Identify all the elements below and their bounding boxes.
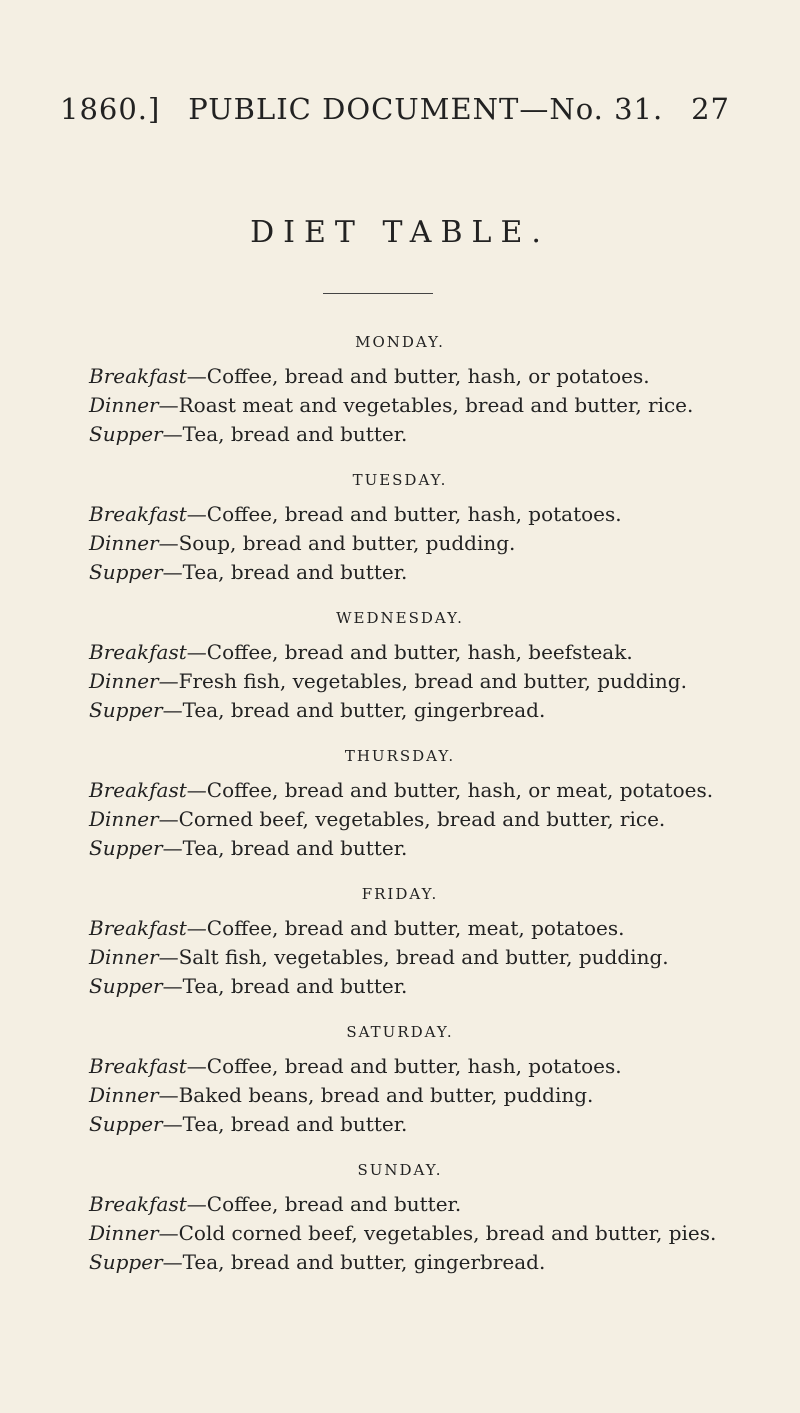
day-heading: TUESDAY. — [352, 471, 448, 489]
meal-line — [0, 420, 800, 449]
meal-line — [0, 558, 800, 587]
meal-text: —Baked beans, bread and butter, pudding. — [158, 1083, 594, 1107]
meal-text: —Tea, bread and butter. — [162, 974, 408, 998]
meal-text: —Fresh fish, vegetables, bread and butter, pudding. — [158, 669, 687, 693]
meal-line — [0, 529, 800, 558]
running-head — [60, 92, 730, 126]
meal-line — [0, 696, 800, 725]
meal-label: Supper — [89, 1112, 163, 1136]
day-section — [0, 470, 800, 587]
meal-label: Dinner — [89, 1083, 159, 1107]
meal-label: Breakfast — [89, 1192, 187, 1216]
day-section — [0, 332, 800, 449]
meal-text: —Soup, bread and butter, pudding. — [158, 531, 516, 555]
meal-line — [0, 1219, 800, 1248]
meal-line — [0, 362, 800, 391]
meal-line — [0, 943, 800, 972]
meal-text: —Corned beef, vegetables, bread and butter, rice. — [158, 807, 666, 831]
meal-line — [0, 667, 800, 696]
day-section — [0, 1022, 800, 1139]
meal-label: Supper — [89, 836, 163, 860]
day-heading: THURSDAY. — [344, 747, 456, 765]
meal-line — [0, 500, 800, 529]
meal-text: —Coffee, bread and butter, hash, or potatoes. — [186, 364, 650, 388]
header-document: PUBLIC DOCUMENT—No. 31. — [188, 92, 664, 126]
meal-text: —Tea, bread and butter, gingerbread. — [162, 698, 546, 722]
meal-label: Dinner — [89, 393, 159, 417]
meal-line — [0, 776, 800, 805]
meal-label: Breakfast — [89, 640, 187, 664]
meal-line — [0, 638, 800, 667]
meal-text: —Cold corned beef, vegetables, bread and butter, pies. — [158, 1221, 717, 1245]
meal-text: —Tea, bread and butter. — [162, 836, 408, 860]
title-divider — [323, 293, 433, 294]
header-year: 1860.] — [60, 92, 161, 126]
day-heading: FRIDAY. — [361, 885, 439, 903]
meal-text: —Coffee, bread and butter, hash, beefsteak. — [186, 640, 633, 664]
page-title: DIET TABLE. — [250, 215, 550, 250]
meal-label: Dinner — [89, 945, 159, 969]
meal-text: —Coffee, bread and butter. — [186, 1192, 462, 1216]
meal-label: Breakfast — [89, 778, 187, 802]
meal-line — [0, 1190, 800, 1219]
meal-line — [0, 1081, 800, 1110]
meal-line — [0, 972, 800, 1001]
meal-line — [0, 1110, 800, 1139]
meal-label: Supper — [89, 422, 163, 446]
day-heading: SUNDAY. — [357, 1161, 443, 1179]
meal-line — [0, 1052, 800, 1081]
meal-label: Dinner — [89, 669, 159, 693]
meal-line — [0, 834, 800, 863]
meal-text: —Tea, bread and butter. — [162, 560, 408, 584]
meal-line — [0, 805, 800, 834]
meal-label: Supper — [89, 1250, 163, 1274]
meal-text: —Roast meat and vegetables, bread and butter, rice. — [158, 393, 694, 417]
meal-label: Breakfast — [89, 916, 187, 940]
day-heading: WEDNESDAY. — [336, 609, 464, 627]
meal-label: Dinner — [89, 531, 159, 555]
meal-text: —Coffee, bread and butter, meat, potatoes. — [186, 916, 625, 940]
day-section — [0, 608, 800, 725]
diet-table — [0, 332, 800, 1277]
meal-line — [0, 1248, 800, 1277]
meal-text: —Salt fish, vegetables, bread and butter, pudding. — [158, 945, 669, 969]
meal-label: Breakfast — [89, 364, 187, 388]
meal-label: Supper — [89, 560, 163, 584]
meal-text: —Tea, bread and butter. — [162, 422, 408, 446]
day-heading: MONDAY. — [355, 333, 445, 351]
meal-label: Dinner — [89, 807, 159, 831]
day-section — [0, 746, 800, 863]
header-page-number: 27 — [691, 92, 730, 126]
day-heading: SATURDAY. — [346, 1023, 454, 1041]
meal-line — [0, 391, 800, 420]
meal-text: —Coffee, bread and butter, hash, potatoes. — [186, 1054, 622, 1078]
meal-label: Breakfast — [89, 1054, 187, 1078]
meal-text: —Coffee, bread and butter, hash, potatoes. — [186, 502, 622, 526]
day-section — [0, 884, 800, 1001]
meal-line — [0, 914, 800, 943]
meal-label: Supper — [89, 974, 163, 998]
meal-text: —Tea, bread and butter. — [162, 1112, 408, 1136]
meal-text: —Coffee, bread and butter, hash, or meat, potatoes. — [186, 778, 714, 802]
meal-label: Dinner — [89, 1221, 159, 1245]
meal-text: —Tea, bread and butter, gingerbread. — [162, 1250, 546, 1274]
meal-label: Supper — [89, 698, 163, 722]
meal-label: Breakfast — [89, 502, 187, 526]
day-section — [0, 1160, 800, 1277]
